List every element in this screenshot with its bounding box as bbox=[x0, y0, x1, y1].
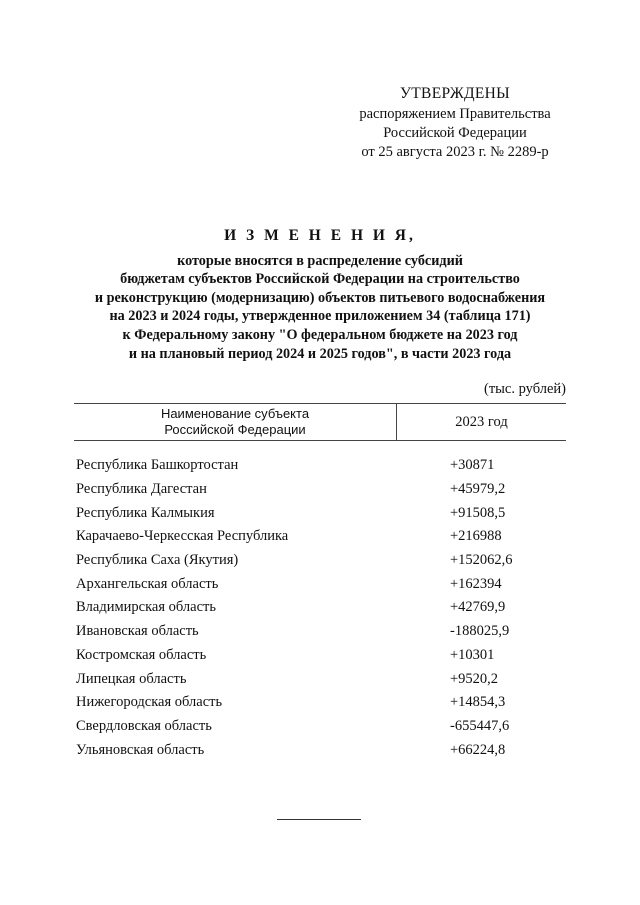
region-name: Республика Саха (Якутия) bbox=[76, 552, 239, 569]
region-name: Нижегородская область bbox=[76, 694, 223, 711]
document-title bbox=[40, 227, 600, 363]
table-row bbox=[74, 501, 566, 525]
table-row bbox=[74, 525, 566, 549]
region-name: Ульяновская область bbox=[76, 741, 205, 758]
region-value: +30871 bbox=[450, 457, 495, 474]
table-row bbox=[74, 738, 566, 762]
region-value: +216988 bbox=[450, 528, 502, 545]
table-row bbox=[74, 478, 566, 502]
header-name-line: Наименование субъекта bbox=[160, 406, 310, 421]
approval-heading: УТВЕРЖДЕНЫ bbox=[400, 85, 510, 102]
region-value: +162394 bbox=[450, 575, 502, 592]
header-year: 2023 год bbox=[455, 414, 508, 430]
approval-line: Российской Федерации bbox=[383, 125, 527, 141]
subsidy-table bbox=[74, 403, 566, 762]
region-name: Республика Калмыкия bbox=[76, 504, 215, 521]
title-line: к Федеральному закону "О федеральном бюджете на 2023 год bbox=[122, 326, 518, 343]
region-value: +91508,5 bbox=[450, 504, 506, 521]
title-line: и реконструкцию (модернизацию) объектов питьевого водоснабжения bbox=[94, 289, 546, 306]
table-row bbox=[74, 620, 566, 644]
region-name: Республика Дагестан bbox=[76, 481, 207, 498]
table-row bbox=[74, 667, 566, 691]
table-row bbox=[74, 454, 566, 478]
region-name: Республика Башкортостан bbox=[76, 457, 239, 474]
header-region-name bbox=[74, 404, 397, 440]
region-name: Костромская область bbox=[76, 646, 207, 663]
region-value: -655447,6 bbox=[450, 717, 510, 734]
region-value: +14854,3 bbox=[450, 694, 506, 711]
approval-stamp bbox=[330, 84, 580, 162]
region-value: +42769,9 bbox=[450, 599, 506, 616]
table-row bbox=[74, 691, 566, 715]
region-value: +66224,8 bbox=[450, 741, 506, 758]
region-name: Липецкая область bbox=[76, 670, 187, 687]
title-line: которые вносятся в распределение субсидий bbox=[177, 252, 463, 269]
approval-line: распоряжением Правительства bbox=[359, 106, 551, 122]
region-value: +152062,6 bbox=[450, 552, 513, 569]
table-body bbox=[74, 454, 566, 762]
region-name: Владимирская область bbox=[76, 599, 216, 616]
table-row bbox=[74, 549, 566, 573]
title-main: И З М Е Н Е Н И Я, bbox=[224, 227, 416, 244]
end-divider bbox=[277, 819, 361, 820]
title-line: на 2023 и 2024 годы, утвержденное приложением 34 (таблица 171) bbox=[109, 308, 531, 325]
region-name: Ивановская область bbox=[76, 623, 199, 640]
title-line: бюджетам субъектов Российской Федерации на строительство bbox=[120, 271, 520, 288]
table-row bbox=[74, 644, 566, 668]
header-name-line: Российской Федерации bbox=[164, 422, 306, 437]
table-header bbox=[74, 403, 566, 441]
table-row bbox=[74, 572, 566, 596]
table-row bbox=[74, 715, 566, 739]
region-name: Свердловская область bbox=[76, 717, 212, 734]
region-value: +45979,2 bbox=[450, 481, 506, 498]
table-row bbox=[74, 596, 566, 620]
region-value: +9520,2 bbox=[450, 670, 499, 687]
unit-note: (тыс. рублей) bbox=[484, 381, 566, 397]
region-value: -188025,9 bbox=[450, 623, 510, 640]
region-value: +10301 bbox=[450, 646, 495, 663]
region-name: Карачаево-Черкесская Республика bbox=[76, 528, 289, 545]
approval-line: от 25 августа 2023 г. № 2289-р bbox=[361, 144, 549, 160]
region-name: Архангельская область bbox=[76, 575, 219, 592]
title-line: и на плановый период 2024 и 2025 годов", в части 2023 года bbox=[128, 345, 512, 362]
